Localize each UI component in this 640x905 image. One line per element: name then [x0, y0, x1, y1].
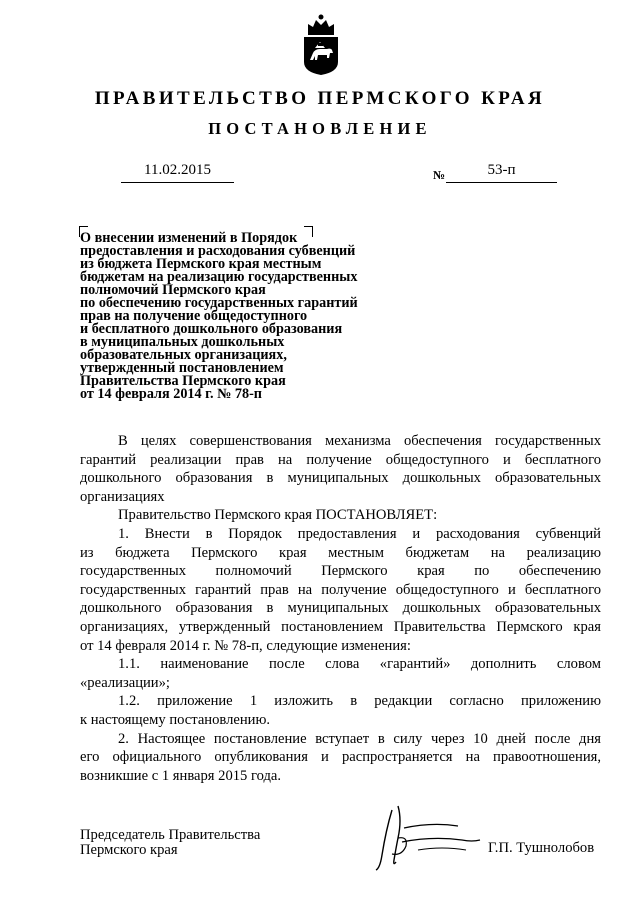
body-line: организациях [80, 488, 165, 505]
handwritten-signature [362, 800, 486, 875]
number-sign: № [433, 168, 446, 182]
signatory-title [80, 828, 260, 858]
signatory-title-line: Председатель Правительства [80, 827, 261, 843]
body-line: гарантий реализации прав на получение общедоступного и бесплатного [80, 451, 601, 468]
body-line: возникшие с 1 января 2015 года. [80, 767, 282, 784]
body-line: «реализации»; [80, 674, 170, 691]
body-line: из бюджета Пермского края местным бюджетам на реализацию [80, 544, 601, 561]
body-line: В целях совершенствования механизма обеспечения государственных [118, 433, 601, 449]
body-line: 2. Настоящее постановление вступает в силу через 10 дней после дня [118, 730, 601, 747]
subject-line: и бесплатного дошкольного образования [80, 321, 343, 337]
signatory-name: Г.П. Тушнолобов [488, 840, 595, 856]
document-number: 53-п [487, 162, 516, 178]
subject-line: в муниципальных дошкольных [80, 334, 285, 350]
body-line: государственных полномочий Пермского края по обеспечению [80, 563, 601, 580]
document-body [80, 432, 601, 785]
subject-line: полномочий Пермского края [80, 282, 266, 298]
body-line: дошкольного образования в муниципальных дошкольных образовательных [80, 470, 601, 487]
subject-line: О внесении изменений в Порядок [80, 230, 298, 246]
subject-line: предоставления и расходования субвенций [80, 243, 356, 259]
body-line: 1. Внести в Порядок предоставления и расходования субвенций [118, 525, 601, 542]
government-title: ПРАВИТЕЛЬСТВО ПЕРМСКОГО КРАЯ [94, 88, 546, 109]
subject-line: прав на получение общедоступного [80, 308, 308, 324]
document-type: ПОСТАНОВЛЕНИЕ [208, 119, 432, 138]
body-line: 1.2. приложение 1 изложить в редакции согласно приложению [118, 693, 601, 710]
subject-line: по обеспечению государственных гарантий [80, 295, 358, 311]
body-line: дошкольного образования в муниципальных дошкольных образовательных [80, 600, 601, 617]
subject-line: образовательных организациях, [80, 347, 287, 363]
body-line: организациях, утвержденный постановлением Правительства Пермского края [80, 618, 601, 635]
subject-line: Правительства Пермского края [80, 373, 286, 389]
body-line: государственных гарантий прав на получение общедоступного и бесплатного [80, 581, 601, 598]
body-line: от 14 февраля 2014 г. № 78-п, следующие изменения: [80, 637, 411, 654]
signatory-title-line: Пермского края [80, 842, 178, 858]
document-subject [80, 232, 400, 401]
body-line: 1.1. наименование после слова «гарантий» дополнить словом [118, 656, 601, 673]
body-line: его официального опубликования и распространяется на правоотношения, [80, 749, 601, 766]
subject-line: из бюджета Пермского края местным [80, 256, 322, 272]
body-line: к настоящему постановлению. [80, 711, 271, 728]
coat-of-arms-emblem [302, 12, 340, 76]
subject-line: бюджетам на реализацию государственных [80, 269, 358, 285]
body-line: Правительство Пермского края ПОСТАНОВЛЯЕТ: [118, 507, 438, 524]
subject-line: утвержденный постановлением [80, 360, 284, 376]
subject-line: от 14 февраля 2014 г. № 78-п [80, 386, 262, 402]
document-date: 11.02.2015 [144, 162, 211, 178]
